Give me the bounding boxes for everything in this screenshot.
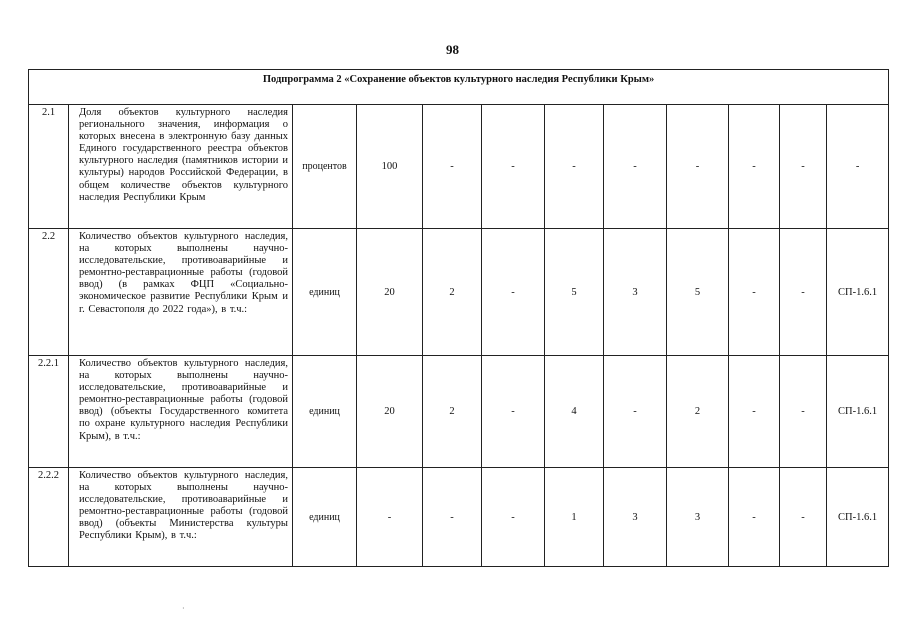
table-row (29, 468, 889, 567)
value-cell: - (729, 468, 780, 567)
value-cell: 2 (423, 356, 482, 468)
value-cell: - (780, 468, 827, 567)
value-cell: - (780, 356, 827, 468)
value-cell: - (482, 356, 545, 468)
indicator-description: Количество объектов культурного наследия, на которых выполнены научно-исследовательские, противоаварийные и ремонтно-реставрационные работы (годовой ввод) (объекты Государственного комитета по охране культурного наследия Республики Крым), в т.ч.: (69, 356, 293, 468)
value-cell: СП-1.6.1 (827, 356, 889, 468)
value-cell: - (604, 105, 667, 229)
value-cell: 20 (357, 229, 423, 356)
value-cell: 2 (423, 229, 482, 356)
value-cell: 100 (357, 105, 423, 229)
value-cell: 2 (667, 356, 729, 468)
indicator-description: Количество объектов культурного наследия, на которых выполнены научно-исследовательские, противоаварийные и ремонтно-реставрационные работы (годовой ввод) (объекты Министерства культуры Республики Крым), в т.ч.: (69, 468, 293, 567)
value-cell: 3 (604, 468, 667, 567)
value-cell: - (827, 105, 889, 229)
unit-cell: процентов (293, 105, 357, 229)
value-cell: - (482, 468, 545, 567)
row-number: 2.1 (29, 105, 69, 229)
indicator-description: Количество объектов культурного наследия, на которых выполнены научно-исследовательские, противоаварийные и ремонтно-реставрационные работы (годовой ввод) (в рамках ФЦП «Социально-экономическое развитие Республики Крым и г. Севастополя до 2022 года»), в т.ч.: (69, 229, 293, 356)
table-row (29, 229, 889, 356)
value-cell: - (604, 356, 667, 468)
value-cell: - (729, 105, 780, 229)
row-number: 2.2.2 (29, 468, 69, 567)
table-row (29, 356, 889, 468)
value-cell: - (423, 468, 482, 567)
value-cell: - (729, 356, 780, 468)
value-cell: - (545, 105, 604, 229)
value-cell: - (357, 468, 423, 567)
value-cell: - (423, 105, 482, 229)
indicator-description: Доля объектов культурного наследия регионального значения, информация о которых внесена в электронную базу данных Единого государственного реестра объектов культурного наследия (памятников истории и культуры) народов Российской Федерации, в общем количестве объектов культурного наследия Республики Крым (69, 105, 293, 229)
page-number: 98 (446, 42, 459, 57)
value-cell: 20 (357, 356, 423, 468)
value-cell: СП-1.6.1 (827, 468, 889, 567)
scan-dot: · (182, 604, 185, 613)
value-cell: - (667, 105, 729, 229)
value-cell: - (729, 229, 780, 356)
row-number: 2.2 (29, 229, 69, 356)
row-number: 2.2.1 (29, 356, 69, 468)
value-cell: - (482, 105, 545, 229)
value-cell: 3 (667, 468, 729, 567)
value-cell: 5 (667, 229, 729, 356)
subprogram-title: Подпрограмма 2 «Сохранение объектов культурного наследия Республики Крым» (29, 70, 889, 105)
unit-cell: единиц (293, 468, 357, 567)
indicators-table (28, 69, 889, 567)
value-cell: 4 (545, 356, 604, 468)
table-row (29, 105, 889, 229)
unit-cell: единиц (293, 356, 357, 468)
value-cell: 3 (604, 229, 667, 356)
value-cell: 1 (545, 468, 604, 567)
unit-cell: единиц (293, 229, 357, 356)
value-cell: - (780, 105, 827, 229)
value-cell: СП-1.6.1 (827, 229, 889, 356)
value-cell: 5 (545, 229, 604, 356)
value-cell: - (780, 229, 827, 356)
value-cell: - (482, 229, 545, 356)
